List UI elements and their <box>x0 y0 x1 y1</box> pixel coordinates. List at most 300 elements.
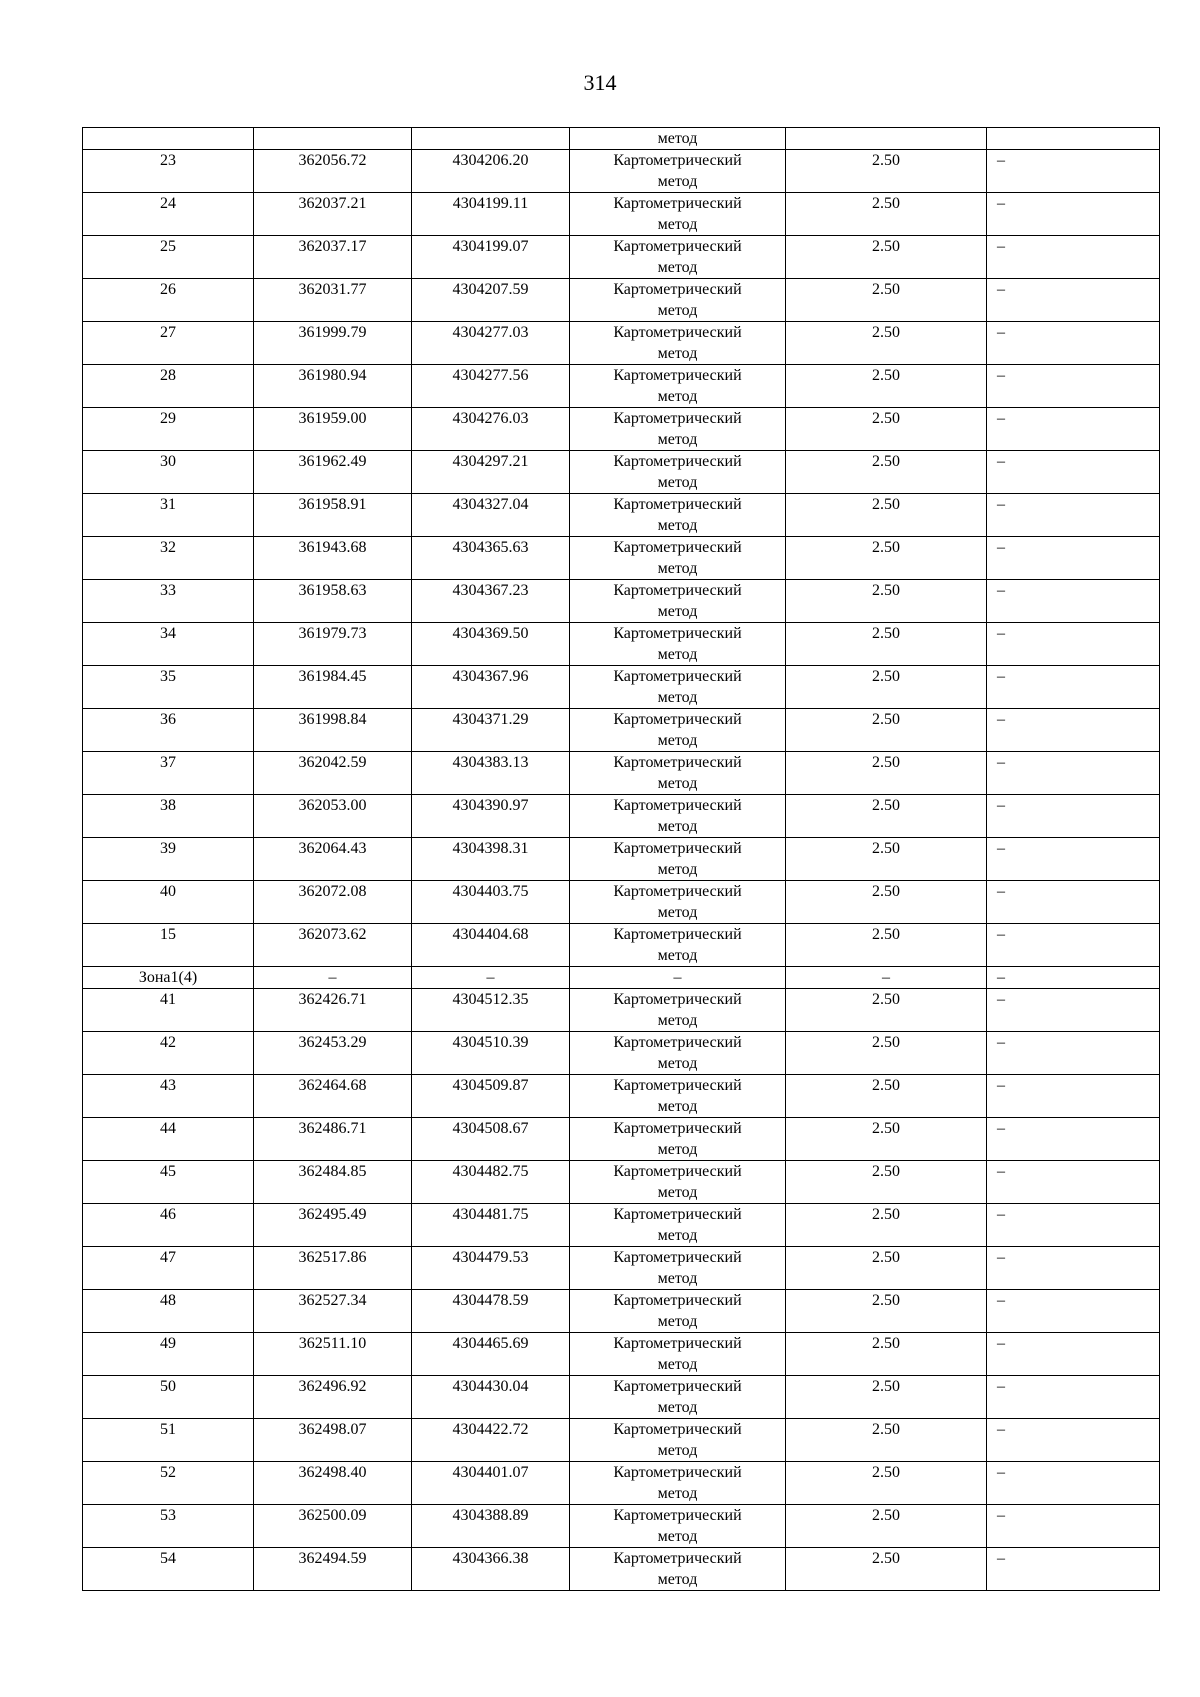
cell-y: 4304465.69 <box>412 1333 570 1376</box>
cell-description: – <box>987 1290 1160 1333</box>
cell-point-number: 38 <box>83 795 254 838</box>
cell-accuracy: 2.50 <box>786 537 987 580</box>
table-row <box>83 1505 1160 1548</box>
cell-point-number: 45 <box>83 1161 254 1204</box>
cell-accuracy: 2.50 <box>786 1333 987 1376</box>
table-row <box>83 1161 1160 1204</box>
method-line-1: Картометрический <box>613 840 742 857</box>
cell-point-number: 49 <box>83 1333 254 1376</box>
cell-point-number: 30 <box>83 451 254 494</box>
cell-y: 4304509.87 <box>412 1075 570 1118</box>
method-line-1: Картометрический <box>613 754 742 771</box>
cell-description: – <box>987 709 1160 752</box>
cell-accuracy: 2.50 <box>786 838 987 881</box>
cell-description: – <box>987 795 1160 838</box>
method-line-1: Картометрический <box>613 1507 742 1524</box>
cell-description: – <box>987 623 1160 666</box>
cell-x: 362495.49 <box>254 1204 412 1247</box>
method-line-2: метод <box>657 861 698 878</box>
cell-description: – <box>987 494 1160 537</box>
cell-method: метод <box>570 128 786 150</box>
cell-accuracy: 2.50 <box>786 1247 987 1290</box>
cell-x: 361980.94 <box>254 365 412 408</box>
coordinates-table-body <box>83 128 1160 1591</box>
cell-accuracy: 2.50 <box>786 666 987 709</box>
method-line-2: метод <box>657 1571 698 1588</box>
method-line-2: метод <box>657 1313 698 1330</box>
cell-y: 4304478.59 <box>412 1290 570 1333</box>
cell-y: 4304422.72 <box>412 1419 570 1462</box>
cell-point-number: 53 <box>83 1505 254 1548</box>
cell-method <box>570 580 786 623</box>
table-row <box>83 709 1160 752</box>
table-row <box>83 236 1160 279</box>
cell-x: 361943.68 <box>254 537 412 580</box>
cell-accuracy: 2.50 <box>786 193 987 236</box>
cell-y: 4304367.96 <box>412 666 570 709</box>
cell-point-number: 42 <box>83 1032 254 1075</box>
cell-description <box>987 128 1160 150</box>
cell-accuracy: 2.50 <box>786 1204 987 1247</box>
cell-x: 362056.72 <box>254 150 412 193</box>
cell-accuracy: 2.50 <box>786 924 987 967</box>
cell-point-number: 37 <box>83 752 254 795</box>
method-line-2: метод <box>657 1184 698 1201</box>
cell-y: 4304277.56 <box>412 365 570 408</box>
cell-y: 4304403.75 <box>412 881 570 924</box>
cell-method <box>570 193 786 236</box>
cell-description: – <box>987 1419 1160 1462</box>
cell-description: – <box>987 1118 1160 1161</box>
method-line-2: метод <box>657 1227 698 1244</box>
cell-description: – <box>987 967 1160 989</box>
cell-point-number: 29 <box>83 408 254 451</box>
cell-description: – <box>987 1376 1160 1419</box>
cell-description: – <box>987 1032 1160 1075</box>
cell-method <box>570 1505 786 1548</box>
cell-x: 362511.10 <box>254 1333 412 1376</box>
cell-method <box>570 795 786 838</box>
cell-point-number: 28 <box>83 365 254 408</box>
cell-description: – <box>987 1247 1160 1290</box>
table-row <box>83 365 1160 408</box>
cell-y: 4304207.59 <box>412 279 570 322</box>
cell-y: 4304404.68 <box>412 924 570 967</box>
cell-accuracy: 2.50 <box>786 451 987 494</box>
cell-description: – <box>987 451 1160 494</box>
cell-method <box>570 1161 786 1204</box>
method-line-1: Картометрический <box>613 195 742 212</box>
method-line-2: метод <box>657 1141 698 1158</box>
cell-y: 4304390.97 <box>412 795 570 838</box>
cell-x: 362498.07 <box>254 1419 412 1462</box>
cell-x: 362053.00 <box>254 795 412 838</box>
cell-y: 4304369.50 <box>412 623 570 666</box>
cell-description: – <box>987 1333 1160 1376</box>
cell-accuracy: 2.50 <box>786 1505 987 1548</box>
table-row <box>83 989 1160 1032</box>
cell-method <box>570 989 786 1032</box>
cell-x: 362494.59 <box>254 1548 412 1591</box>
cell-x: 362496.92 <box>254 1376 412 1419</box>
method-line-1: Картометрический <box>613 1163 742 1180</box>
cell-x: 362426.71 <box>254 989 412 1032</box>
cell-point-number <box>83 128 254 150</box>
method-line-1: Картометрический <box>613 1206 742 1223</box>
cell-y: 4304398.31 <box>412 838 570 881</box>
table-row <box>83 451 1160 494</box>
cell-description: – <box>987 838 1160 881</box>
cell-method <box>570 1333 786 1376</box>
method-line-2: метод <box>657 431 698 448</box>
cell-point-number: 47 <box>83 1247 254 1290</box>
cell-x: 362031.77 <box>254 279 412 322</box>
cell-y: 4304401.07 <box>412 1462 570 1505</box>
cell-y <box>412 128 570 150</box>
cell-method <box>570 279 786 322</box>
cell-y: 4304512.35 <box>412 989 570 1032</box>
method-line-1: Картометрический <box>613 668 742 685</box>
cell-x: 362037.21 <box>254 193 412 236</box>
table-row-continued <box>83 128 1160 150</box>
cell-method <box>570 838 786 881</box>
cell-accuracy: 2.50 <box>786 279 987 322</box>
method-line-1: Картометрический <box>613 453 742 470</box>
cell-x: 362527.34 <box>254 1290 412 1333</box>
cell-x: 362073.62 <box>254 924 412 967</box>
cell-description: – <box>987 1204 1160 1247</box>
cell-point-number: 34 <box>83 623 254 666</box>
cell-accuracy: 2.50 <box>786 1161 987 1204</box>
method-line-2: метод <box>657 474 698 491</box>
cell-point-number: 33 <box>83 580 254 623</box>
cell-description: – <box>987 1161 1160 1204</box>
cell-y: 4304276.03 <box>412 408 570 451</box>
cell-point-number: 23 <box>83 150 254 193</box>
table-row <box>83 1247 1160 1290</box>
cell-y: 4304366.38 <box>412 1548 570 1591</box>
cell-x: 362484.85 <box>254 1161 412 1204</box>
cell-description: – <box>987 322 1160 365</box>
cell-method <box>570 1032 786 1075</box>
cell-method <box>570 150 786 193</box>
cell-accuracy: 2.50 <box>786 408 987 451</box>
method-line-1: Картометрический <box>613 1249 742 1266</box>
cell-point-number: 15 <box>83 924 254 967</box>
method-line-2: метод <box>657 560 698 577</box>
cell-x: 362037.17 <box>254 236 412 279</box>
table-row <box>83 1075 1160 1118</box>
cell-x: 361998.84 <box>254 709 412 752</box>
cell-point-number: 48 <box>83 1290 254 1333</box>
method-line-2: метод <box>657 388 698 405</box>
cell-accuracy: 2.50 <box>786 881 987 924</box>
cell-point-number: 41 <box>83 989 254 1032</box>
method-line-2: метод <box>657 1098 698 1115</box>
cell-method <box>570 1075 786 1118</box>
cell-accuracy: 2.50 <box>786 1032 987 1075</box>
cell-x: 362498.40 <box>254 1462 412 1505</box>
cell-accuracy <box>786 128 987 150</box>
cell-description: – <box>987 279 1160 322</box>
coordinates-table <box>82 127 1160 1591</box>
cell-x: 362064.43 <box>254 838 412 881</box>
method-line-1: Картометрический <box>613 926 742 943</box>
method-line-1: Картометрический <box>613 1378 742 1395</box>
cell-x: – <box>254 967 412 989</box>
method-line-1: Картометрический <box>613 797 742 814</box>
table-row <box>83 1204 1160 1247</box>
cell-x: 362464.68 <box>254 1075 412 1118</box>
cell-method <box>570 451 786 494</box>
method-line-2: метод <box>657 173 698 190</box>
cell-accuracy: 2.50 <box>786 623 987 666</box>
method-line-1: Картометрический <box>613 410 742 427</box>
method-line-2: метод <box>657 345 698 362</box>
method-line-2: метод <box>657 947 698 964</box>
method-line-2: метод <box>657 1528 698 1545</box>
cell-accuracy: 2.50 <box>786 1419 987 1462</box>
cell-y: 4304206.20 <box>412 150 570 193</box>
table-row <box>83 494 1160 537</box>
table-row <box>83 1032 1160 1075</box>
table-row <box>83 1290 1160 1333</box>
method-line-1: Картометрический <box>613 152 742 169</box>
method-line-2: метод <box>657 1012 698 1029</box>
cell-description: – <box>987 989 1160 1032</box>
cell-accuracy: 2.50 <box>786 1462 987 1505</box>
method-line-2: метод <box>657 1399 698 1416</box>
table-row <box>83 1419 1160 1462</box>
cell-description: – <box>987 365 1160 408</box>
method-line-2: метод <box>657 818 698 835</box>
cell-method <box>570 709 786 752</box>
table-row <box>83 881 1160 924</box>
table-row <box>83 150 1160 193</box>
cell-accuracy: 2.50 <box>786 236 987 279</box>
method-line-1: Картометрический <box>613 711 742 728</box>
cell-y: 4304371.29 <box>412 709 570 752</box>
method-line-2: метод <box>657 259 698 276</box>
cell-accuracy: 2.50 <box>786 1118 987 1161</box>
method-line-2: метод <box>657 689 698 706</box>
cell-point-number: 40 <box>83 881 254 924</box>
cell-y: 4304365.63 <box>412 537 570 580</box>
cell-method <box>570 924 786 967</box>
cell-x: 361979.73 <box>254 623 412 666</box>
cell-accuracy: 2.50 <box>786 1376 987 1419</box>
cell-point-number: 43 <box>83 1075 254 1118</box>
cell-zone-label: Зона1(4) <box>83 967 254 989</box>
cell-x: 362517.86 <box>254 1247 412 1290</box>
cell-method <box>570 494 786 537</box>
cell-description: – <box>987 1462 1160 1505</box>
table-row <box>83 1376 1160 1419</box>
cell-description: – <box>987 580 1160 623</box>
cell-x: 362500.09 <box>254 1505 412 1548</box>
table-row <box>83 666 1160 709</box>
cell-description: – <box>987 150 1160 193</box>
cell-method <box>570 322 786 365</box>
method-line-1: Картометрический <box>613 238 742 255</box>
cell-y: 4304367.23 <box>412 580 570 623</box>
method-line-2: метод <box>657 775 698 792</box>
cell-description: – <box>987 1548 1160 1591</box>
cell-point-number: 50 <box>83 1376 254 1419</box>
method-line-1: Картометрический <box>613 625 742 642</box>
method-line-1: Картометрический <box>613 582 742 599</box>
cell-method <box>570 1204 786 1247</box>
cell-description: – <box>987 924 1160 967</box>
cell-point-number: 24 <box>83 193 254 236</box>
method-line-1: Картометрический <box>613 1120 742 1137</box>
cell-x: 362072.08 <box>254 881 412 924</box>
cell-point-number: 36 <box>83 709 254 752</box>
cell-method <box>570 881 786 924</box>
cell-method <box>570 1247 786 1290</box>
cell-y: 4304510.39 <box>412 1032 570 1075</box>
method-line-1: Картометрический <box>613 324 742 341</box>
method-line-2: метод <box>657 646 698 663</box>
method-line-2: метод <box>657 603 698 620</box>
cell-y: – <box>412 967 570 989</box>
cell-accuracy: 2.50 <box>786 1075 987 1118</box>
cell-method <box>570 666 786 709</box>
cell-point-number: 31 <box>83 494 254 537</box>
table-row <box>83 279 1160 322</box>
method-line-2: метод <box>657 302 698 319</box>
cell-description: – <box>987 236 1160 279</box>
cell-accuracy: 2.50 <box>786 709 987 752</box>
method-line-2: метод <box>657 1485 698 1502</box>
cell-x: 361958.63 <box>254 580 412 623</box>
method-line-1: Картометрический <box>613 1550 742 1567</box>
cell-method <box>570 537 786 580</box>
cell-method <box>570 408 786 451</box>
cell-accuracy: 2.50 <box>786 322 987 365</box>
method-line-1: Картометрический <box>613 883 742 900</box>
table-row <box>83 580 1160 623</box>
table-row <box>83 838 1160 881</box>
cell-point-number: 26 <box>83 279 254 322</box>
method-line-2: метод <box>657 1055 698 1072</box>
cell-y: 4304481.75 <box>412 1204 570 1247</box>
method-line-2: метод <box>657 732 698 749</box>
cell-method <box>570 365 786 408</box>
method-line-1: Картометрический <box>613 1421 742 1438</box>
cell-y: 4304508.67 <box>412 1118 570 1161</box>
cell-description: – <box>987 1505 1160 1548</box>
cell-x <box>254 128 412 150</box>
cell-x: 362453.29 <box>254 1032 412 1075</box>
cell-method <box>570 1376 786 1419</box>
method-line-2: метод <box>657 1270 698 1287</box>
method-line-1: Картометрический <box>613 1034 742 1051</box>
table-row <box>83 623 1160 666</box>
cell-accuracy: – <box>786 967 987 989</box>
table-row <box>83 322 1160 365</box>
cell-accuracy: 2.50 <box>786 494 987 537</box>
method-line-2: метод <box>657 1356 698 1373</box>
table-row <box>83 1333 1160 1376</box>
cell-description: – <box>987 408 1160 451</box>
cell-point-number: 51 <box>83 1419 254 1462</box>
cell-method <box>570 1548 786 1591</box>
zone-header-row <box>83 967 1160 989</box>
cell-description: – <box>987 752 1160 795</box>
method-line-1: Картометрический <box>613 1335 742 1352</box>
cell-method <box>570 1419 786 1462</box>
cell-accuracy: 2.50 <box>786 752 987 795</box>
cell-x: 362486.71 <box>254 1118 412 1161</box>
cell-y: 4304277.03 <box>412 322 570 365</box>
method-line-1: Картометрический <box>613 367 742 384</box>
cell-y: 4304327.04 <box>412 494 570 537</box>
cell-point-number: 52 <box>83 1462 254 1505</box>
method-line-1: Картометрический <box>613 991 742 1008</box>
cell-point-number: 54 <box>83 1548 254 1591</box>
cell-y: 4304482.75 <box>412 1161 570 1204</box>
cell-accuracy: 2.50 <box>786 1290 987 1333</box>
cell-x: 361984.45 <box>254 666 412 709</box>
cell-method <box>570 1118 786 1161</box>
method-line-1: Картометрический <box>613 1077 742 1094</box>
method-line-1: Картометрический <box>613 281 742 298</box>
cell-y: 4304430.04 <box>412 1376 570 1419</box>
cell-method <box>570 752 786 795</box>
cell-method <box>570 1290 786 1333</box>
cell-y: 4304479.53 <box>412 1247 570 1290</box>
cell-point-number: 32 <box>83 537 254 580</box>
cell-description: – <box>987 1075 1160 1118</box>
cell-x: 361958.91 <box>254 494 412 537</box>
cell-x: 361959.00 <box>254 408 412 451</box>
method-line-2: метод <box>657 904 698 921</box>
method-line-2: метод <box>657 216 698 233</box>
cell-accuracy: 2.50 <box>786 150 987 193</box>
table-row <box>83 1118 1160 1161</box>
method-line-2: метод <box>657 1442 698 1459</box>
cell-x: 361999.79 <box>254 322 412 365</box>
method-line-1: Картометрический <box>613 1292 742 1309</box>
table-row <box>83 795 1160 838</box>
cell-point-number: 27 <box>83 322 254 365</box>
cell-point-number: 39 <box>83 838 254 881</box>
cell-y: 4304297.21 <box>412 451 570 494</box>
table-row <box>83 193 1160 236</box>
cell-y: 4304199.07 <box>412 236 570 279</box>
cell-method <box>570 1462 786 1505</box>
cell-accuracy: 2.50 <box>786 989 987 1032</box>
cell-point-number: 44 <box>83 1118 254 1161</box>
method-line-1: Картометрический <box>613 496 742 513</box>
table-row <box>83 408 1160 451</box>
cell-point-number: 25 <box>83 236 254 279</box>
table-row <box>83 1462 1160 1505</box>
cell-accuracy: 2.50 <box>786 365 987 408</box>
table-row <box>83 537 1160 580</box>
cell-y: 4304388.89 <box>412 1505 570 1548</box>
method-line-2: метод <box>657 517 698 534</box>
cell-description: – <box>987 666 1160 709</box>
cell-description: – <box>987 193 1160 236</box>
method-line-1: Картометрический <box>613 539 742 556</box>
cell-method <box>570 623 786 666</box>
cell-x: 362042.59 <box>254 752 412 795</box>
cell-y: 4304199.11 <box>412 193 570 236</box>
cell-description: – <box>987 537 1160 580</box>
cell-point-number: 46 <box>83 1204 254 1247</box>
